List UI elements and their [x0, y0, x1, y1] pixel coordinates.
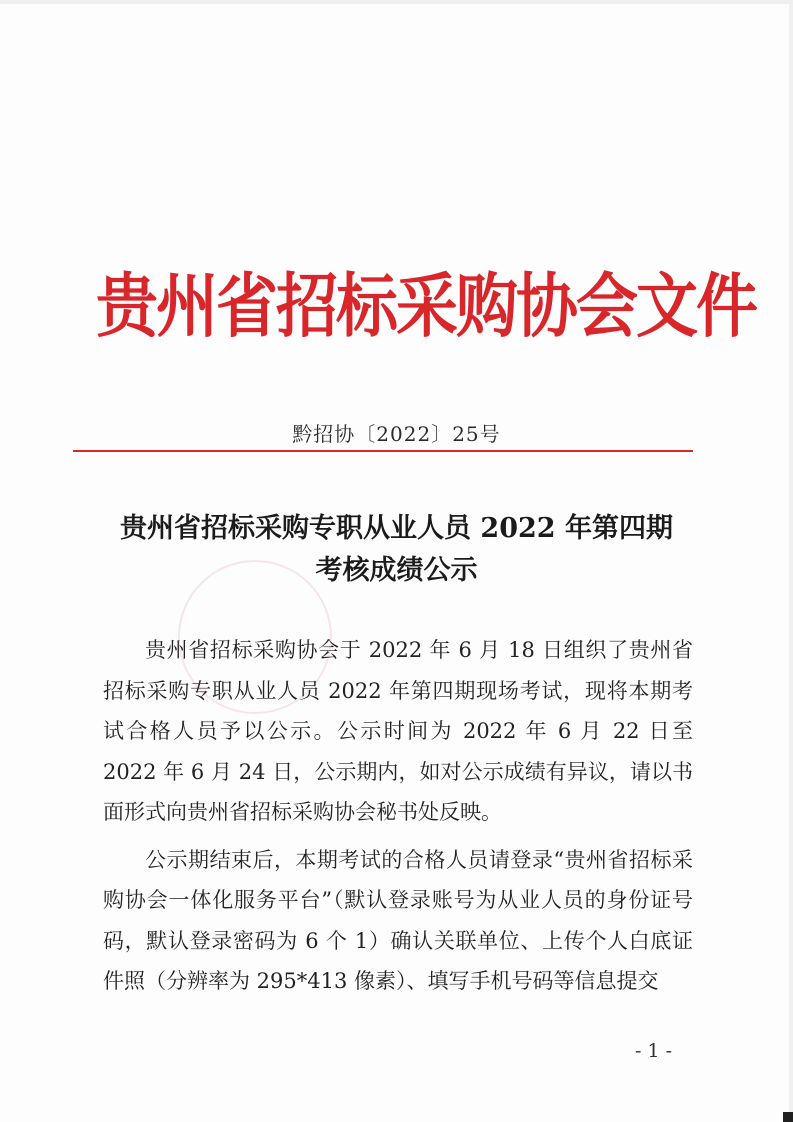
document-number: 黔招协〔2022〕25号 — [292, 422, 501, 446]
issuer-header: 贵州省招标采购协会文件 — [96, 264, 757, 347]
title-line-1: 贵州省招标采购专职从业人员 2022 年第四期 — [120, 513, 673, 544]
scan-top-edge — [0, 0, 793, 4]
page-number: - 1 - — [635, 1040, 673, 1062]
document-body — [103, 630, 693, 1002]
body-paragraph: 公示期结束后，本期考试的合格人员请登录“贵州省招标采购协会一体化服务平台”（默认登录账号为从业人员的身份证号码，默认登录密码为 6 个 1）确认关联单位、上传个人白底证件照（分辨率为 295*413 像素）、填写手机号码等信息提交 — [103, 847, 693, 993]
document-title — [0, 508, 793, 592]
header-divider — [73, 450, 693, 452]
body-paragraph: 贵州省招标采购协会于 2022 年 6 月 18 日组织了贵州省招标采购专职从业人员 2022 年第四期现场考试，现将本期考试合格人员予以公示。公示时间为 2022 年 6 月 22 日至 2022 年 6 月 24 日，公示期内，如对公示成绩有异议，请以书面形式向贵州省招标采购协会秘书处反映。 — [103, 638, 693, 824]
scan-corner-mark — [783, 1112, 793, 1122]
title-line-2: 考核成绩公示 — [315, 555, 478, 586]
